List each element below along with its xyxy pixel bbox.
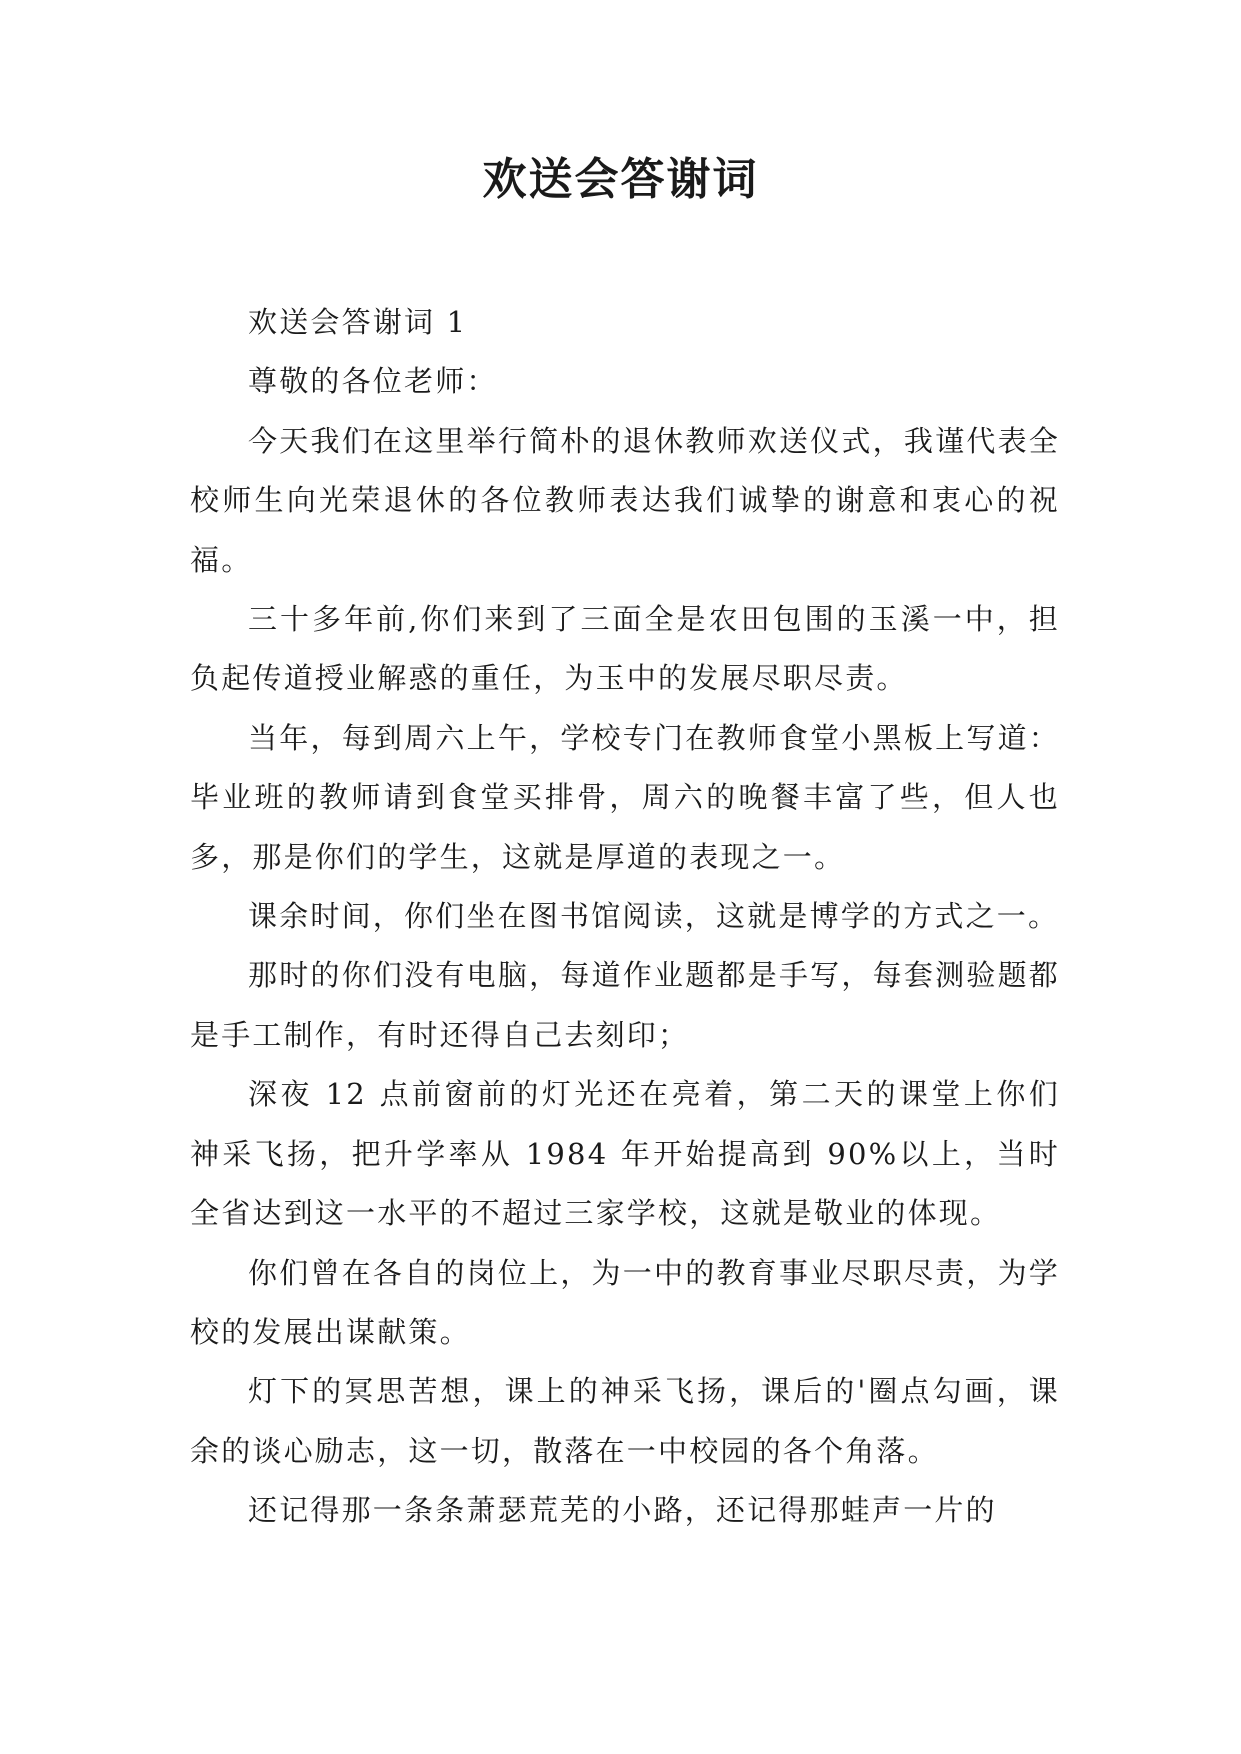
paragraph: 当年，每到周六上午，学校专门在教师食堂小黑板上写道：毕业班的教师请到食堂买排骨，周六的晚餐丰富了些，但人也多，那是你们的学生，这就是厚道的表现之一。 — [190, 720, 1060, 874]
paragraph: 课余时间，你们坐在图书馆阅读，这就是博学的方式之一。 — [248, 899, 1060, 934]
paragraph: 今天我们在这里举行简朴的退休教师欢送仪式，我谨代表全校师生向光荣退休的各位教师表达我们诚挚的谢意和衷心的祝福。 — [190, 423, 1060, 577]
paragraph: 灯下的冥思苦想，课上的神采飞扬，课后的'圈点勾画，课余的谈心励志，这一切，散落在一中校园的各个角落。 — [190, 1374, 1060, 1468]
paragraph: 深夜 12 点前窗前的灯光还在亮着，第二天的课堂上你们神采飞扬，把升学率从 1984 年开始提高到 90%以上，当时全省达到这一水平的不超过三家学校，这就是敬业的体现。 — [190, 1077, 1060, 1231]
paragraph-heading: 欢送会答谢词 1 — [248, 305, 468, 339]
document-title: 欢送会答谢词 — [482, 154, 759, 205]
paragraph: 还记得那一条条萧瑟荒芜的小路，还记得那蛙声一片的 — [248, 1493, 997, 1528]
paragraph: 你们曾在各自的岗位上，为一中的教育事业尽职尽责，为学校的发展出谋献策。 — [190, 1255, 1060, 1349]
paragraph-salutation: 尊敬的各位老师： — [248, 364, 498, 399]
document-body — [190, 293, 1060, 1541]
paragraph: 三十多年前,你们来到了三面全是农田包围的玉溪一中，担负起传道授业解惑的重任，为玉中的发展尽职尽责。 — [190, 602, 1060, 696]
paragraph: 那时的你们没有电脑，每道作业题都是手写，每套测验题都是手工制作，有时还得自己去刻印； — [190, 958, 1060, 1052]
